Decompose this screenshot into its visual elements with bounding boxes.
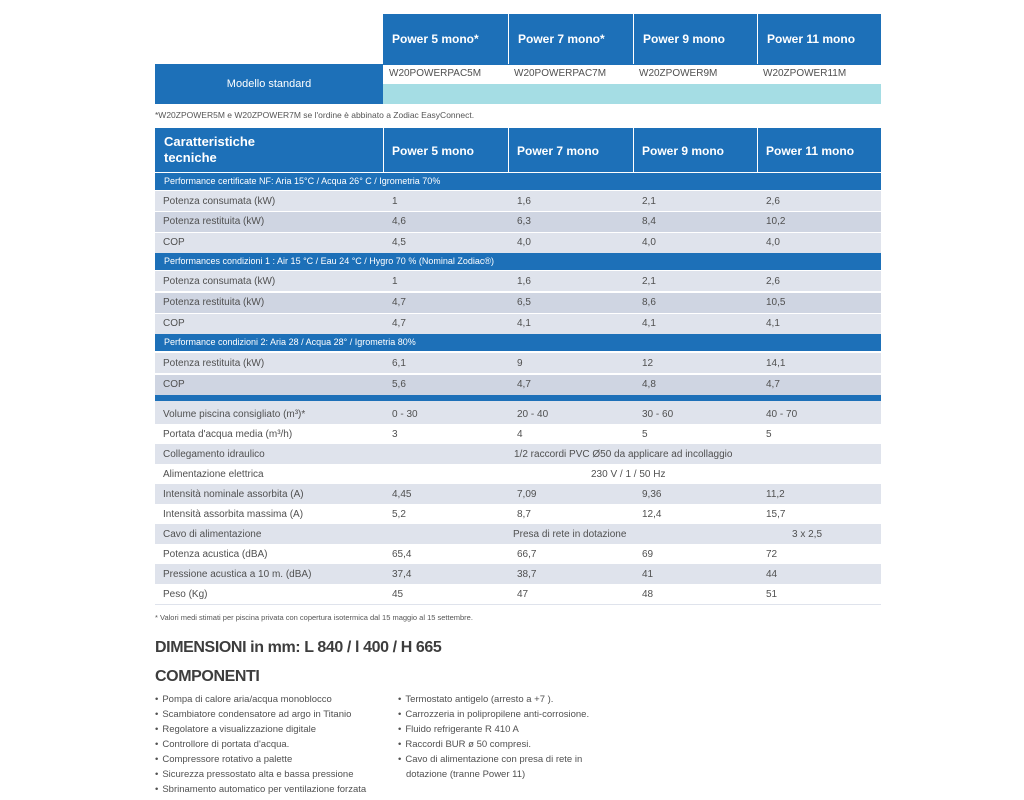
cell-value: 3: [392, 429, 398, 440]
top-header-power11: Power 11 mono: [757, 14, 881, 64]
list-item: • Sicurezza pressostato alta e bassa pressione: [155, 767, 366, 782]
cell-value: 14,1: [766, 358, 786, 369]
cell-value: 8,6: [642, 297, 656, 308]
top-footnote: *W20ZPOWER5M e W20ZPOWER7M se l'ordine è abbinato a Zodiac EasyConnect.: [155, 110, 475, 120]
specs-title-line2: tecniche: [164, 150, 217, 165]
cell-value: 51: [766, 589, 778, 600]
cell-value: 15,7: [766, 509, 786, 520]
specs-title-line1: Caratteristiche: [164, 134, 256, 149]
list-item: • Regolatore a visualizzazione digitale: [155, 722, 366, 737]
cell-value: 5,6: [392, 379, 406, 390]
cell-value: 8,7: [517, 509, 531, 520]
cell-value: 2,1: [642, 276, 656, 287]
row-label: COP: [163, 237, 185, 248]
cell-value: 4,0: [642, 237, 656, 248]
dimensions-title: DIMENSIONI in mm: L 840 / l 400 / H 665: [155, 639, 442, 656]
row-label: Alimentazione elettrica: [163, 469, 264, 480]
specs-header-power11: Power 11 mono: [766, 144, 855, 158]
merged-cell-value: 230 V / 1 / 50 Hz: [591, 469, 666, 480]
components-list-left: [155, 692, 366, 797]
cell-value: 5: [766, 429, 772, 440]
specs-title: [164, 134, 255, 166]
merged-cell-value: 1/2 raccordi PVC Ø50 da applicare ad incollaggio: [514, 449, 733, 460]
list-item: • Carrozzeria in polipropilene anti-corrosione.: [398, 707, 589, 722]
cell-value: 72: [766, 549, 778, 560]
code-power7: W20POWERPAC7M: [514, 68, 607, 79]
cell-value: 4: [517, 429, 523, 440]
cell-value: 45: [392, 589, 404, 600]
cell-value: 9,36: [642, 489, 662, 500]
cell-value: 66,7: [517, 549, 537, 560]
specs-col-sep-2: [508, 128, 509, 172]
cell-value: 40 - 70: [766, 409, 798, 420]
cell-value: 4,1: [517, 318, 531, 329]
cell-value: 10,2: [766, 216, 786, 227]
cell-value: 4,0: [517, 237, 531, 248]
cell-value: 37,4: [392, 569, 412, 580]
teal-strip: [383, 84, 881, 104]
section2-header: Performances condizioni 1 : Air 15 °C / Eau 24 °C / Hygro 70 % (Nominal Zodiac®): [155, 253, 881, 270]
cell-value: 30 - 60: [642, 409, 674, 420]
cell-value: 5: [642, 429, 648, 440]
list-item: • Fluido refrigerante R 410 A: [398, 722, 589, 737]
row-label: Intensità assorbita massima (A): [163, 509, 304, 520]
code-power5: W20POWERPAC5M: [389, 68, 482, 79]
cell-value: 4,7: [766, 379, 780, 390]
cell-value: 6,3: [517, 216, 531, 227]
row-label: Portata d'acqua media (m³/h): [163, 429, 293, 440]
row-label: Volume piscina consigliato (m³)*: [163, 409, 306, 420]
row-label: Cavo di alimentazione: [163, 529, 262, 540]
cell-value: 6,5: [517, 297, 531, 308]
section1-header: Performance certificate NF: Aria 15°C / Acqua 26° C / Igrometria 70%: [155, 173, 881, 190]
cell-value: 2,6: [766, 196, 780, 207]
cell-value: 4,1: [642, 318, 656, 329]
cell-value: 0 - 30: [392, 409, 418, 420]
cell-value: 10,5: [766, 297, 786, 308]
cell-value: 2,1: [642, 196, 656, 207]
list-item: • Cavo di alimentazione con presa di rete in: [398, 752, 589, 767]
specs-header-power9: Power 9 mono: [642, 144, 725, 158]
top-header-power5: Power 5 mono*: [383, 14, 508, 64]
cell-value: 4,7: [517, 379, 531, 390]
cell-value: 47: [517, 589, 529, 600]
cell-value: 1: [392, 196, 398, 207]
list-item: • Pompa di calore aria/acqua monoblocco: [155, 692, 366, 707]
list-item: • Compressore rotativo a palette: [155, 752, 366, 767]
code-power9: W20ZPOWER9M: [639, 68, 718, 79]
row-label: COP: [163, 318, 185, 329]
modello-standard-label: Modello standard: [155, 64, 383, 104]
cell-value: 4,8: [642, 379, 656, 390]
specs-col-sep-4: [757, 128, 758, 172]
top-header-power9: Power 9 mono: [633, 14, 757, 64]
top-header-power7: Power 7 mono*: [508, 14, 633, 64]
cell-value: 3 x 2,5: [792, 529, 823, 540]
list-item: • Termostato antigelo (arresto a +7 ).: [398, 692, 589, 707]
row-label: Collegamento idraulico: [163, 449, 265, 460]
row-label: Potenza restituita (kW): [163, 216, 265, 227]
cell-value: 65,4: [392, 549, 412, 560]
row-label: Potenza restituita (kW): [163, 358, 265, 369]
section3-header: Performance condizioni 2: Aria 28 / Acqua 28° / Igrometria 80%: [155, 334, 881, 351]
specs-col-sep-3: [633, 128, 634, 172]
cell-value: 4,1: [766, 318, 780, 329]
cell-value: 20 - 40: [517, 409, 549, 420]
cell-value: 44: [766, 569, 778, 580]
code-power11: W20ZPOWER11M: [763, 68, 847, 79]
cell-value: 12,4: [642, 509, 662, 520]
row-label: Potenza consumata (kW): [163, 276, 276, 287]
specs-col-sep-1: [383, 128, 384, 172]
merged-cell-value: Presa di rete in dotazione: [513, 529, 627, 540]
list-item: • Raccordi BUR ø 50 compresi.: [398, 737, 589, 752]
specs-footnote: * Valori medi stimati per piscina privata con copertura isotermica dal 15 maggio al 15 settembre.: [155, 613, 473, 622]
list-item: • Controllore di portata d'acqua.: [155, 737, 366, 752]
cell-value: 4,6: [392, 216, 406, 227]
cell-value: 41: [642, 569, 654, 580]
list-item: • Scambiatore condensatore ad argo in Titanio: [155, 707, 366, 722]
cell-value: 11,2: [766, 489, 785, 500]
row-label: Potenza restituita (kW): [163, 297, 265, 308]
row-label: Potenza acustica (dBA): [163, 549, 268, 560]
cell-value: 6,1: [392, 358, 406, 369]
components-list-right: [398, 692, 589, 782]
cell-value: 1: [392, 276, 398, 287]
row-label: Intensità nominale assorbita (A): [163, 489, 304, 500]
specs-header-power7: Power 7 mono: [517, 144, 600, 158]
cell-value: 2,6: [766, 276, 780, 287]
row-label: Pressione acustica a 10 m. (dBA): [163, 569, 312, 580]
cell-value: 4,7: [392, 318, 406, 329]
cell-value: 4,0: [766, 237, 780, 248]
cell-value: 7,09: [517, 489, 537, 500]
row-label: Peso (Kg): [163, 589, 208, 600]
cell-value: 4,7: [392, 297, 406, 308]
row-label: COP: [163, 379, 185, 390]
list-item-continuation: dotazione (tranne Power 11): [406, 769, 526, 780]
cell-value: 12: [642, 358, 654, 369]
cell-value: 69: [642, 549, 654, 560]
cell-value: 4,5: [392, 237, 406, 248]
cell-value: 1,6: [517, 276, 531, 287]
row-label: Potenza consumata (kW): [163, 196, 276, 207]
cell-value: 48: [642, 589, 654, 600]
cell-value: 38,7: [517, 569, 537, 580]
list-item: • Sbrinamento automatico per ventilazione forzata: [155, 782, 366, 797]
cell-value: 4,45: [392, 489, 412, 500]
specs-header-power5: Power 5 mono: [392, 144, 475, 158]
cell-value: 5,2: [392, 509, 406, 520]
cell-value: 1,6: [517, 196, 531, 207]
cell-value: 8,4: [642, 216, 656, 227]
cell-value: 9: [517, 358, 523, 369]
components-title: COMPONENTI: [155, 668, 260, 685]
